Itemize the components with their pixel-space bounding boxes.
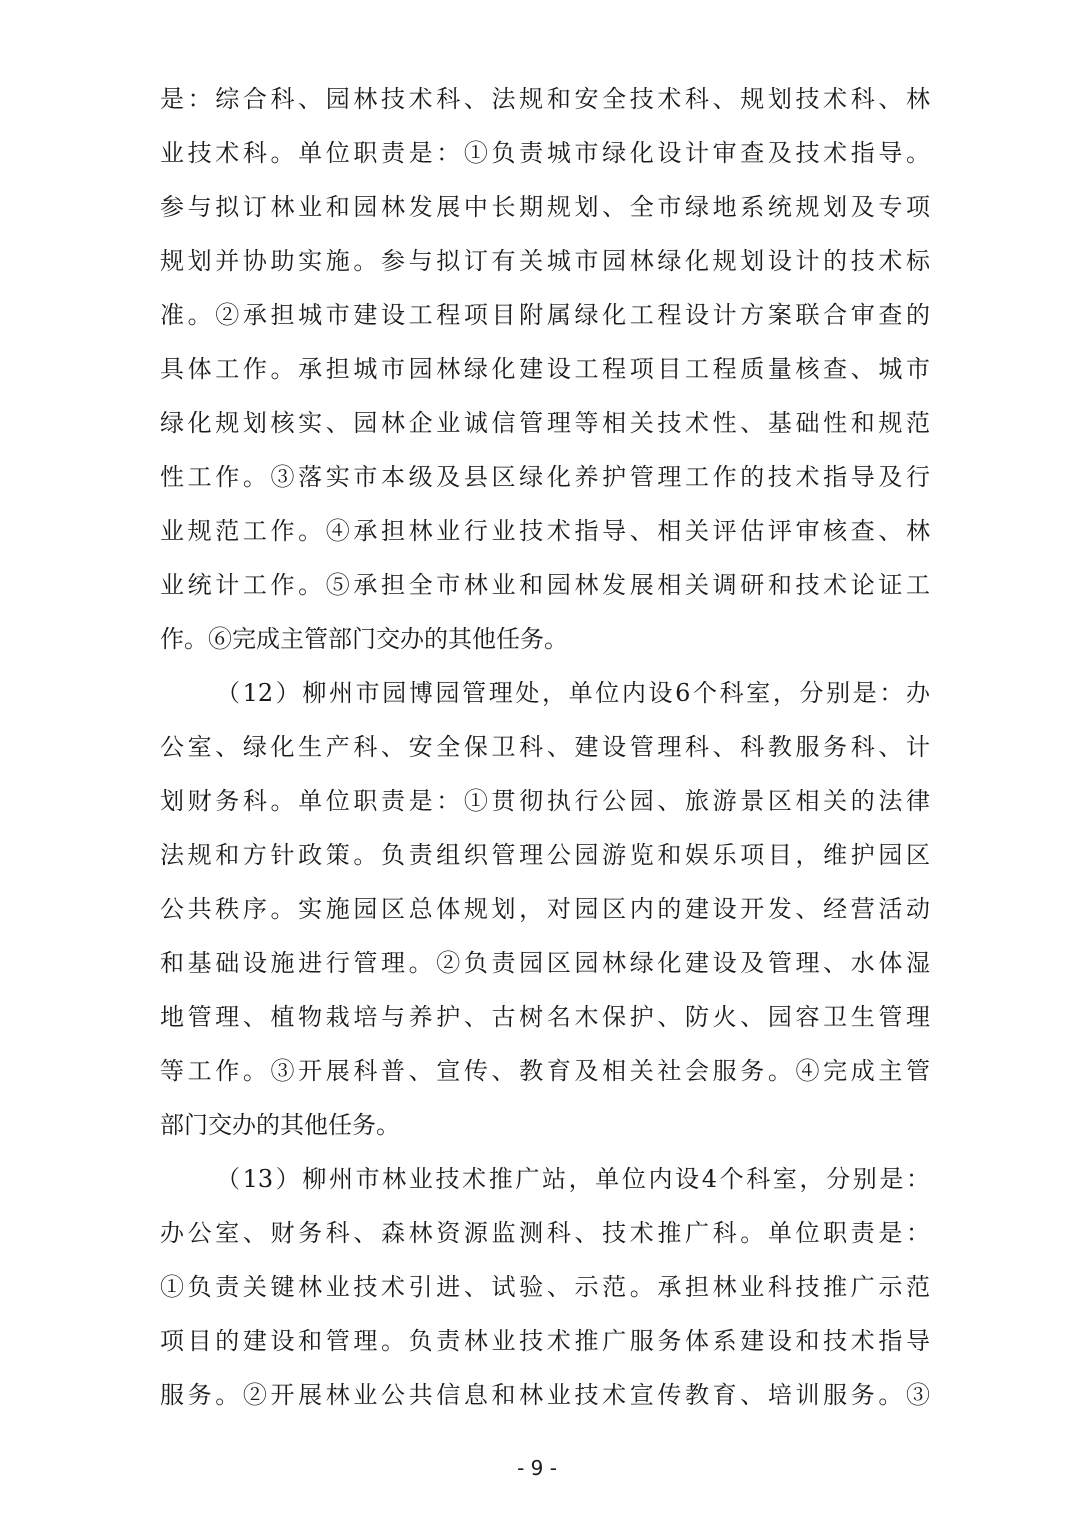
text-line: 划财务科。单位职责是：①贯彻执行公园、旅游景区相关的法律 bbox=[160, 787, 930, 815]
text-line: 具体工作。承担城市园林绿化建设工程项目工程质量核查、城市 bbox=[160, 355, 930, 383]
text-line: 办公室、财务科、森林资源监测科、技术推广科。单位职责是： bbox=[160, 1219, 930, 1247]
text-line: 部门交办的其他任务。 bbox=[160, 1111, 400, 1139]
text-line: ①负责关键林业技术引进、试验、示范。承担林业科技推广示范 bbox=[160, 1273, 930, 1301]
body-text bbox=[160, 72, 930, 1422]
text-line: 法规和方针政策。负责组织管理公园游览和娱乐项目，维护园区 bbox=[160, 841, 930, 869]
text-line: 和基础设施进行管理。②负责园区园林绿化建设及管理、水体湿 bbox=[160, 949, 930, 977]
page-number: - 9 - bbox=[517, 1456, 557, 1480]
text-line: 等工作。③开展科普、宣传、教育及相关社会服务。④完成主管 bbox=[160, 1057, 930, 1085]
text-line: 参与拟订林业和园林发展中长期规划、全市绿地系统规划及专项 bbox=[160, 193, 930, 221]
paragraph-12-heading-line: （12）柳州市园博园管理处，单位内设6个科室，分别是：办 bbox=[216, 679, 930, 707]
text-line: 业规范工作。④承担林业行业技术指导、相关评估评审核查、林 bbox=[160, 517, 930, 545]
text-line: 业统计工作。⑤承担全市林业和园林发展相关调研和技术论证工 bbox=[160, 571, 930, 599]
text-line: 地管理、植物栽培与养护、古树名木保护、防火、园容卫生管理 bbox=[160, 1003, 930, 1031]
text-line: 业技术科。单位职责是：①负责城市绿化设计审查及技术指导。 bbox=[160, 139, 930, 167]
paragraph-13-heading-line: （13）柳州市林业技术推广站，单位内设4个科室，分别是： bbox=[216, 1165, 930, 1193]
text-line: 公共秩序。实施园区总体规划，对园区内的建设开发、经营活动 bbox=[160, 895, 930, 923]
text-line: 作。⑥完成主管部门交办的其他任务。 bbox=[160, 625, 568, 653]
text-line: 项目的建设和管理。负责林业技术推广服务体系建设和技术指导 bbox=[160, 1327, 930, 1355]
text-line: 是：综合科、园林技术科、法规和安全技术科、规划技术科、林 bbox=[160, 85, 930, 113]
text-line: 规划并协助实施。参与拟订有关城市园林绿化规划设计的技术标 bbox=[160, 247, 930, 275]
text-line: 性工作。③落实市本级及县区绿化养护管理工作的技术指导及行 bbox=[160, 463, 930, 491]
text-line: 服务。②开展林业公共信息和林业技术宣传教育、培训服务。③ bbox=[160, 1381, 930, 1409]
text-line: 绿化规划核实、园林企业诚信管理等相关技术性、基础性和规范 bbox=[160, 409, 930, 437]
text-line: 准。②承担城市建设工程项目附属绿化工程设计方案联合审查的 bbox=[160, 301, 930, 329]
text-line: 公室、绿化生产科、安全保卫科、建设管理科、科教服务科、计 bbox=[160, 733, 930, 761]
